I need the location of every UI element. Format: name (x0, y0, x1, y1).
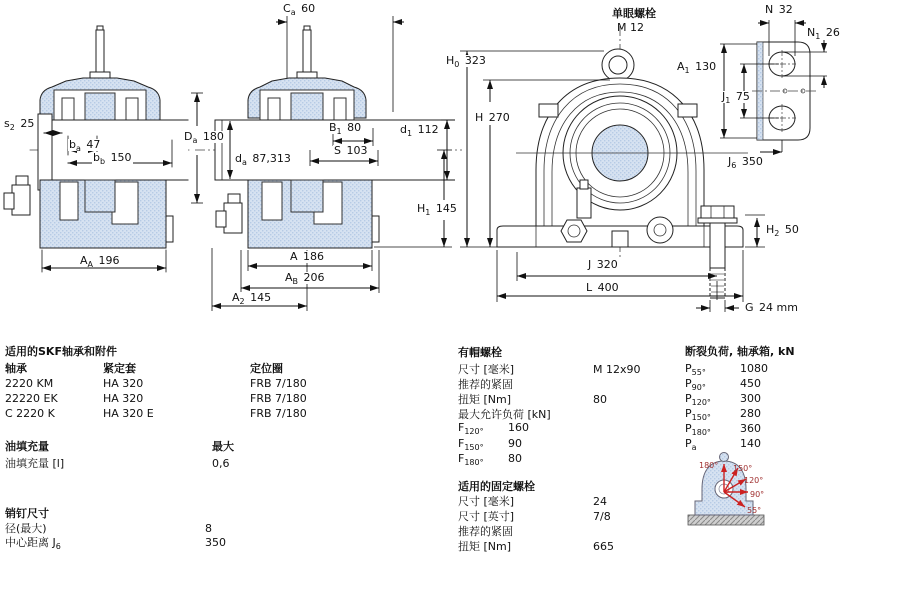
breaking-load-sym-0: $P_{55^\circ}$ (685, 362, 706, 378)
fixing-bolt-row-value-3: 665 (593, 540, 614, 553)
dim-elevation-j: J 320 (588, 258, 618, 271)
oil-title-max: 最大 (212, 440, 234, 453)
breaking-load-val-3: 280 (740, 407, 761, 420)
bearings-cell-r1c1: HA 320 (103, 392, 144, 405)
cap-bolt-title: 有帽螺栓 (458, 346, 502, 359)
bearings-cell-r1c0: 22220 EK (5, 392, 58, 405)
attachment-bolt-head (701, 206, 734, 218)
bearings-col-1: 紧定套 (103, 362, 136, 375)
eye-bolt-callout-title: 单眼螺栓 (612, 7, 656, 20)
dim-elevation-l: L 400 (586, 281, 619, 294)
end-cover (38, 114, 52, 190)
dim-front_section-s2: $s_2$ 25 (4, 117, 35, 133)
dim-base_plan-a1: $A_1$ 130 (677, 60, 717, 76)
bearings-cell-r0c2: FRB 7/180 (250, 377, 307, 390)
dim-base_plan-j6: $J_6$ 350 (728, 155, 763, 171)
dim-front_section-aa: $A_A$ 196 (80, 254, 120, 270)
breaking-load-val-0: 1080 (740, 362, 768, 375)
eye-bolt-stud (96, 30, 104, 74)
bearings-col-2: 定位圈 (250, 362, 283, 375)
dim-base_plan-j1: $J_1$ 75 (722, 90, 750, 106)
bearings-cell-r0c1: HA 320 (103, 377, 144, 390)
drawing-front-section (4, 26, 190, 272)
cap-bolt-row-label-1: 推荐的紧固 (458, 378, 513, 391)
dim-side_section-h1: $H_1$ 145 (417, 202, 457, 218)
fixing-bolt-row-label-0: 尺寸 [毫米] (458, 495, 515, 508)
breaking-load-sym-3: $P_{150^\circ}$ (685, 407, 711, 423)
angle-label-150: 150° (733, 464, 753, 473)
roller-bottom (85, 180, 115, 212)
cap-bolt-row-label-0: 尺寸 [毫米] (458, 363, 515, 376)
dim-elevation-h2: $H_2$ 50 (766, 223, 799, 239)
bottom-plug (612, 231, 628, 247)
fixing-bolt-row-label-2: 推荐的紧固 (458, 525, 513, 538)
drawing-elevation (460, 26, 765, 312)
dim-front_section-ba: $b_a$ 47 (69, 138, 101, 154)
pin-row-value-0: 8 (205, 522, 212, 535)
foundation (688, 515, 764, 525)
eye-bolt-stud (303, 30, 311, 74)
dim-side_section-ca: $C_a$ 60 (283, 2, 316, 18)
bearings-cell-r0c0: 2220 KM (5, 377, 54, 390)
dowel-hole (647, 217, 673, 243)
breaking-load-title: 断裂负荷, 轴承箱, kN (685, 345, 795, 358)
oil-title: 油填充量 (5, 440, 49, 453)
fixing-bolt-row-value-0: 24 (593, 495, 607, 508)
cap-bolt-load-sym-2: $F_{180^\circ}$ (458, 452, 484, 468)
cap-bolt-load-val-1: 90 (508, 436, 522, 450)
bearings-cell-r2c2: FRB 7/180 (250, 407, 307, 420)
dim-side_section-ab: $A_B$ 206 (285, 271, 325, 287)
cap-bolt-load-val-2: 80 (508, 452, 522, 465)
cap-bolt-right (678, 104, 697, 117)
cap-bolt-load-sym-0: $F_{120^\circ}$ (458, 421, 484, 437)
breaking-load-val-5: 140 (740, 437, 761, 450)
dim-side_section-a: A 186 (290, 250, 325, 263)
grease-pin (577, 188, 591, 218)
breaking-load-sym-5: $P_a$ (685, 437, 697, 453)
dim-side_section-b1: $B_1$ 80 (329, 121, 362, 137)
angle-label-90: 90° (750, 490, 765, 499)
cap-bolt-row-value-0: M 12x90 (593, 363, 641, 376)
angle-label-55: 55° (747, 506, 762, 515)
angle-label-120: 120° (744, 476, 764, 485)
dim-elevation-g: G 24 mm (745, 301, 798, 314)
fixing-bolt-row-label-3: 扭矩 [Nm] (458, 540, 512, 553)
dim-side_section-a2: $A_2$ 145 (232, 291, 272, 307)
bearings-cell-r2c0: C 2220 K (5, 407, 55, 420)
breaking-load-sym-2: $P_{120^\circ}$ (685, 392, 711, 408)
cap-bolt-row-label-2: 扭矩 [Nm] (458, 393, 512, 406)
pin-row-label-1: 中心距离 $J_6$ (5, 536, 61, 552)
dim-side_section-d1: $d_1$ 112 (400, 123, 439, 139)
attachment-bolt-shank (710, 223, 725, 268)
drawing-side-section (191, 16, 462, 311)
dim-base_plan-n1: $N_1$ 26 (807, 26, 840, 42)
oil-row-label-0: 油填充量 [l] (5, 457, 65, 470)
dim-elevation-h0: $H_0$ 323 (446, 54, 486, 70)
pin-title: 销钉尺寸 (5, 507, 49, 520)
dim-base_plan-n: N 32 (765, 3, 793, 16)
cap-bolt-load-sym-1: $F_{150^\circ}$ (458, 436, 484, 452)
bearings-col-0: 轴承 (5, 362, 27, 375)
grease-fitting (228, 194, 240, 203)
roller-bottom (291, 180, 323, 212)
cap-bolt-row-label-3: 最大允许负荷 [kN] (458, 408, 551, 421)
dim-side_section-s: S 103 (334, 144, 368, 157)
dim-front_section-bb: $b_b$ 150 (93, 151, 132, 167)
dim-elevation-h: H 270 (475, 111, 510, 124)
eye-bolt-callout-size: M 12 (617, 21, 644, 34)
grease-fitting (16, 176, 28, 185)
cap-bolt-load-val-0: 160 (508, 421, 529, 434)
dim-side_section-da: $D_a$ 180 (184, 130, 224, 146)
breaking-load-val-1: 450 (740, 377, 761, 390)
oil-row-value-0: 0,6 (212, 457, 230, 470)
fixing-bolt-title: 适用的固定螺栓 (458, 480, 535, 493)
breaking-load-sym-4: $P_{180^\circ}$ (685, 422, 711, 438)
dim-side_section-da: $d_a$ 87,313 (235, 152, 291, 168)
cap-bolt-left (539, 104, 558, 117)
breaking-load-val-4: 360 (740, 422, 761, 435)
grease-hex (561, 220, 587, 242)
cap-bolt-row-value-2: 80 (593, 393, 607, 406)
fixing-bolt-row-value-1: 7/8 (593, 510, 611, 523)
bearings-title: 适用的SKF轴承和附件 (5, 345, 117, 358)
breaking-load-sym-1: $P_{90^\circ}$ (685, 377, 706, 393)
fixing-bolt-row-label-1: 尺寸 [英寸] (458, 510, 515, 523)
shaft (215, 120, 455, 180)
pin-row-label-0: 径(最大) (5, 522, 47, 535)
bearings-cell-r1c2: FRB 7/180 (250, 392, 307, 405)
breaking-load-val-2: 300 (740, 392, 761, 405)
angle-label-180: 180° (699, 461, 719, 470)
bearings-cell-r2c1: HA 320 E (103, 407, 154, 420)
pin-row-value-1: 350 (205, 536, 226, 549)
drawing-base-plan (720, 20, 827, 152)
load-direction-diagram (688, 453, 764, 526)
